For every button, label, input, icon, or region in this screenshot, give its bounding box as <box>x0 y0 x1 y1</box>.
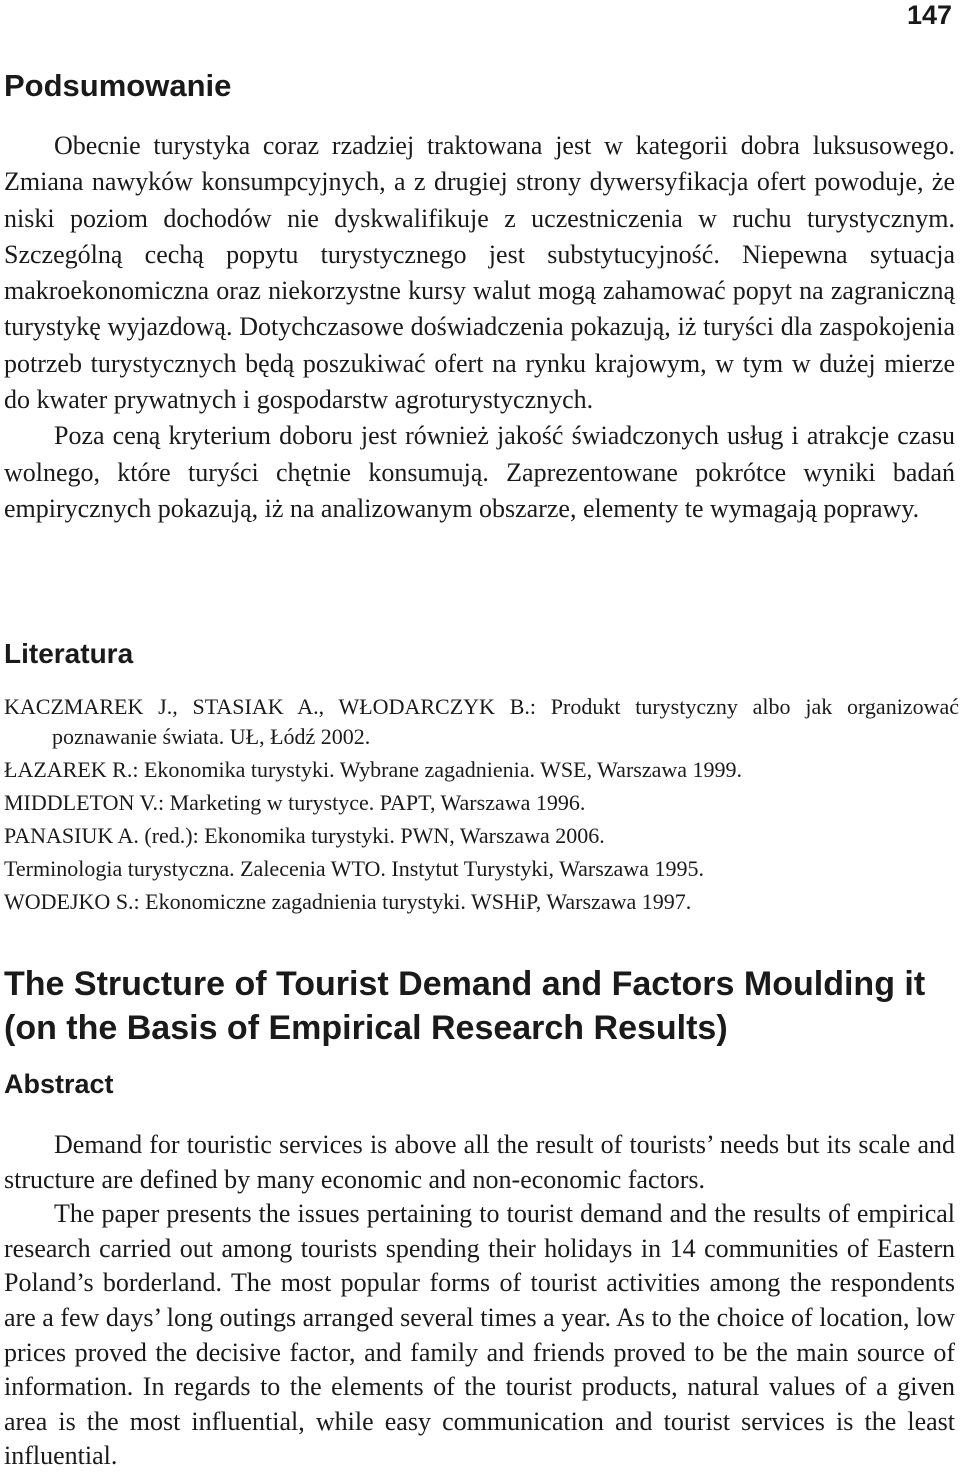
abstract-body <box>4 1128 955 1474</box>
summary-body <box>4 128 955 527</box>
abstract-paragraph-2: The paper presents the issues pertaining to tourist demand and the results of empirical research carried out among tourists spending their holidays in 14 communities of Eastern Poland’s borderland. The most popular forms of tourist activities among the respondents are a few days’ long outings arranged several times a year. As to the choice of location, low prices proved the decisive factor, and family and friends proved to be the main source of information. In regards to the elements of the tourist products, natural values of a given area is the most influential, while easy communication and tourist services is the least influential. <box>4 1199 955 1471</box>
reference-item: KACZMAREK J., STASIAK A., WŁODARCZYK B.: Produkt turystyczny albo jak organizować poznawanie świata. UŁ, Łódź 2002. <box>4 694 959 749</box>
reference-item: WODEJKO S.: Ekonomiczne zagadnienia turystyki. WSHiP, Warszawa 1997. <box>4 889 692 914</box>
english-title: The Structure of Tourist Demand and Factors Moulding it (on the Basis of Empirical Research Results) <box>4 965 926 1047</box>
reference-item: PANASIUK A. (red.): Ekonomika turystyki. PWN, Warszawa 2006. <box>4 823 605 848</box>
abstract-heading: Abstract <box>4 1069 114 1099</box>
reference-item: Terminologia turystyczna. Zalecenia WTO. Instytut Turystyki, Warszawa 1995. <box>4 856 704 881</box>
page-number: 147 <box>906 0 952 30</box>
reference-list <box>4 692 959 920</box>
reference-item: MIDDLETON V.: Marketing w turystyce. PAPT, Warszawa 1996. <box>4 790 586 815</box>
reference-item: ŁAZAREK R.: Ekonomika turystyki. Wybrane zagadnienia. WSE, Warszawa 1999. <box>4 757 743 782</box>
abstract-paragraph-1: Demand for touristic services is above all the result of tourists’ needs but its scale and structure are defined by many economic and non-economic factors. <box>4 1130 955 1194</box>
summary-heading: Podsumowanie <box>4 68 232 103</box>
summary-paragraph-1: Obecnie turystyka coraz rzadziej traktowana jest w kategorii dobra luksusowego. Zmiana nawyków konsumpcyjnych, a z drugiej strony dywersyfikacja ofert powoduje, że niski poziom dochodów nie dyskwalifikuje z uczestniczenia w ruchu turystycznym. Szczególną cechą popytu turystycznego jest substytucyjność. Niepewna sytuacja makroekonomiczna oraz niekorzystne kursy walut mogą zahamować popyt na zagraniczną turystykę wyjazdową. Dotychczasowe doświadczenia pokazują, iż turyści dla zaspokojenia potrzeb turystycznych będą poszukiwać ofert na rynku krajowym, w tym w dużej mierze do kwater prywatnych i gospodarstw agroturystycznych. <box>4 131 955 415</box>
summary-paragraph-2: Poza ceną kryterium doboru jest również jakość świadczonych usług i atrakcje czasu wolnego, które turyści chętnie konsumują. Zaprezentowane pokrótce wyniki badań empirycznych pokazują, iż na analizowanym obszarze, elementy te wymagają poprawy. <box>4 421 955 523</box>
literature-heading: Literatura <box>4 638 134 669</box>
